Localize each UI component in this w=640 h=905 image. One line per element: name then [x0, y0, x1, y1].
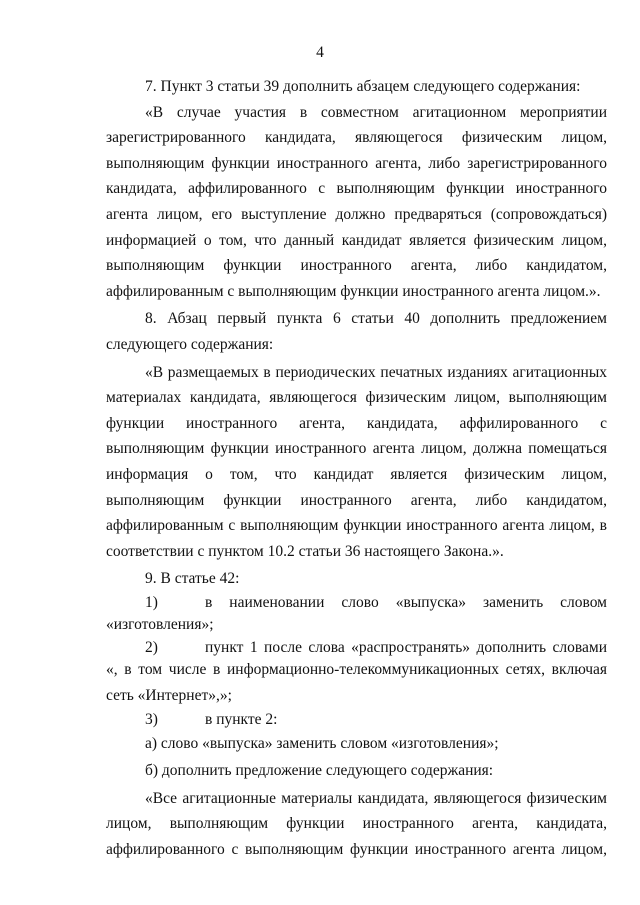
section-7-quote: «В случае участия в совместном агитационном мероприятии зарегистрированного кандидата, являющегося физическим лицом, выполняющим функции иностранного агента, либо зарегистрированного кандидата, аффилированного с выполняющим функции иностранного агента лицом, его выступление должно предваряться (сопровождаться) информацией о том, что данный кандидат является физическим лицом, выполняющим функции иностранного агента, либо кандидатом, аффилированным с выполняющим функции иностранного агента лицом.».	[106, 103, 607, 300]
section-9-item-2-continuation: «, в том числе в информационно-телекоммуникационных сетях, включая сеть «Интернет»,»;	[106, 661, 607, 705]
item-text: в пункте 2:	[205, 710, 278, 728]
item-number: 3)	[145, 710, 158, 728]
item-number: 1)	[145, 593, 158, 611]
item-text: пункт 1 после слова «распространять» дополнить словами	[205, 639, 607, 657]
section-9-item-3	[106, 711, 607, 729]
section-9-subitem-a: а) слово «выпуска» заменить словом «изготовления»;	[145, 734, 499, 752]
section-7-heading: 7. Пункт 3 статьи 39 дополнить абзацем следующего содержания:	[145, 78, 581, 95]
section-9-subitem-b: б) дополнить предложение следующего содержания:	[145, 762, 494, 780]
section-9-item-1	[106, 594, 607, 612]
section-9-item-2	[106, 639, 607, 657]
item-number: 2)	[145, 639, 158, 657]
section-8-quote: «В размещаемых в периодических печатных изданиях агитационных материалах кандидата, являющегося физическим лицом, выполняющим функции иностранного агента, кандидата, аффилированного с выполняющим функции иностранного агента лицом, должна помещаться информация о том, что кандидат является физическим лицом, выполняющим функции иностранного агента, либо кандидатом, аффилированным с выполняющим функции иностранного агента лицом, в соответствии с пунктом 10.2 статьи 36 настоящего Закона.».	[106, 363, 607, 560]
section-8-heading: 8. Абзац первый пункта 6 статьи 40 дополнить предложением следующего содержания:	[106, 310, 607, 353]
section-9-item-1-continuation: «изготовления»;	[106, 615, 214, 633]
page-number: 4	[316, 44, 324, 61]
document-body	[106, 74, 607, 863]
item-text: в наименовании слово «выпуска» заменить словом	[205, 593, 607, 611]
section-9-quote: «Все агитационные материалы кандидата, являющегося физическим лицом, выполняющим функции иностранного агента, кандидата, аффилированного с выполняющим функции иностранного агента лицом,	[106, 789, 607, 859]
section-9-heading: 9. В статье 42:	[145, 570, 240, 588]
